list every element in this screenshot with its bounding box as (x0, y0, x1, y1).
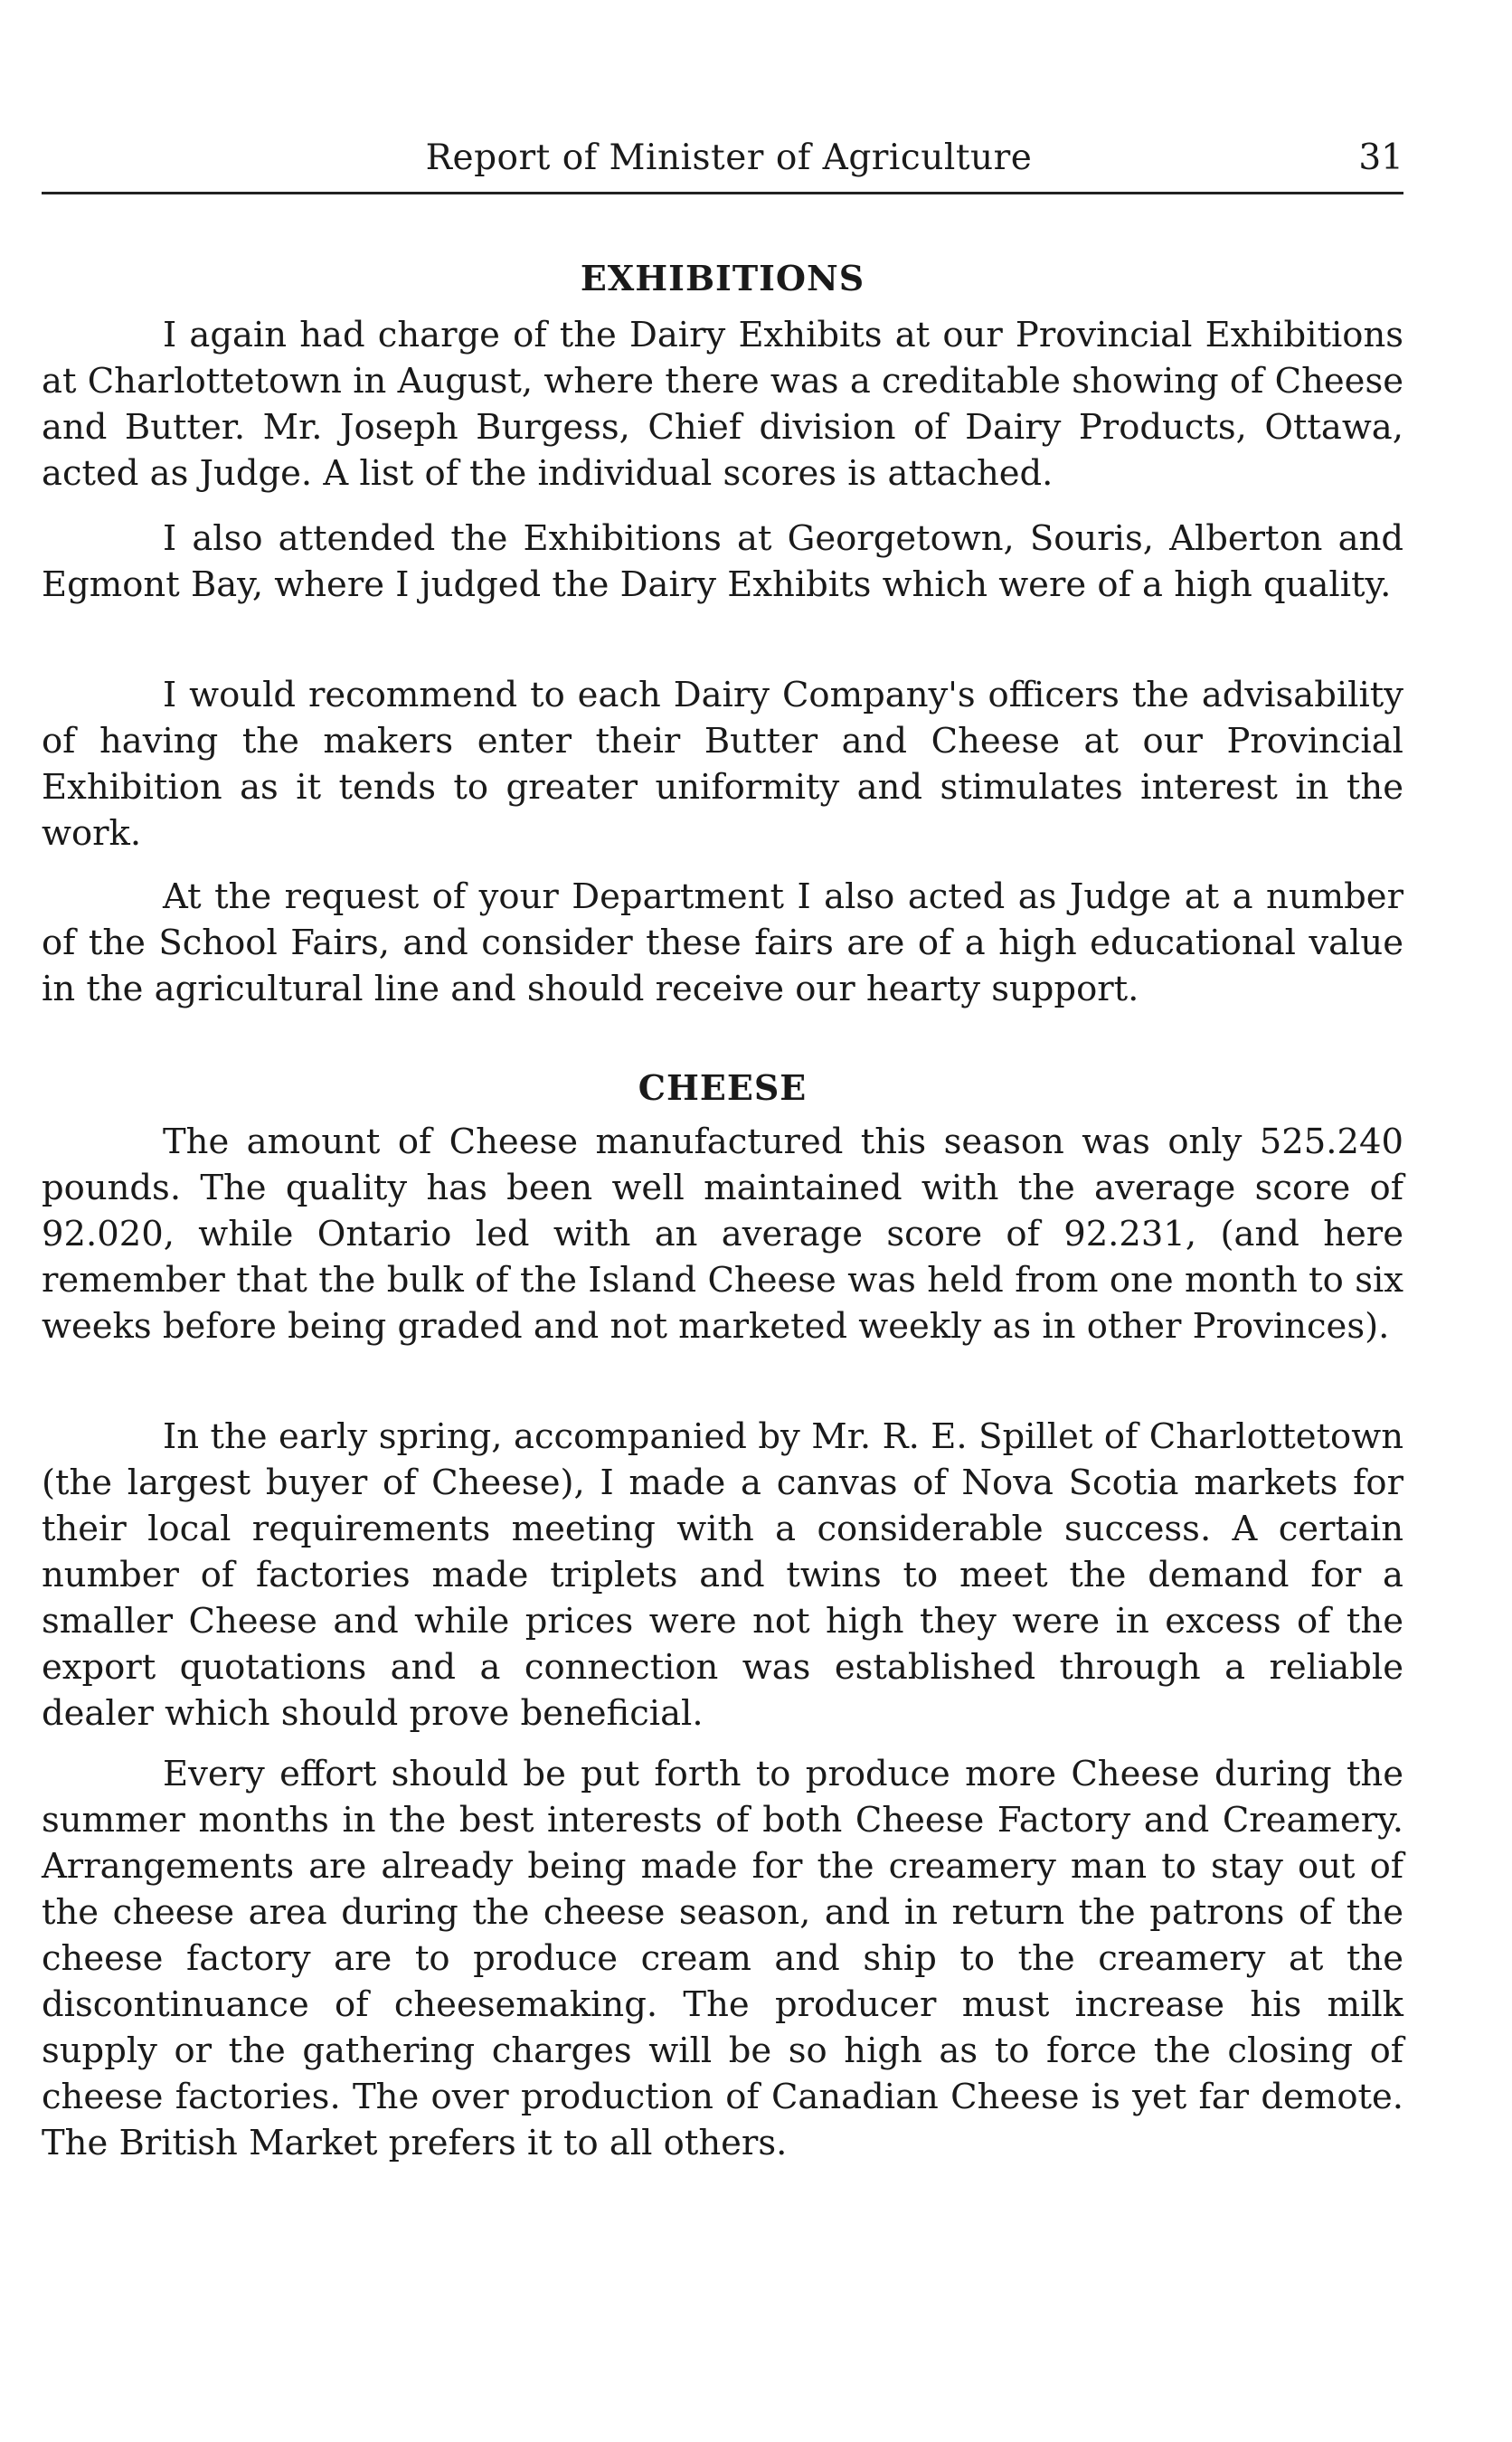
paragraph-cheese-amount: The amount of Cheese manufactured this season was only 525.240 pounds. The quality has been well maintained with the average score of 92.020, while Ontario led with an average score of 92.231, (and here remember that the bulk of the Island Cheese was held from one month to six weeks before being graded and not marketed weekly as in other Provinces). (42, 1122, 1403, 1347)
section-heading-exhibitions: EXHIBITIONS (580, 258, 865, 298)
paragraph-cheese-production-effort: Every effort should be put forth to produce more Cheese during the summer months in the best interests of both Cheese Factory and Creamery. Arrangements are already being made for the creamery man to stay out of the cheese area during the cheese season, and in return the patrons of the cheese factory are to produce cream and ship to the creamery at the discontinuance of cheesemaking. The producer must increase his milk supply or the gathering charges will be so high as to force the closing of cheese factories. The over production of Canadian Cheese is yet far demote. The British Market prefers it to all others. (42, 1754, 1403, 2163)
paragraph-cheese-spring-canvas: In the early spring, accompanied by Mr. R. E. Spillet of Charlottetown (the largest buyer of Cheese), I made a canvas of Nova Scotia markets for their local requirements meeting with a considerable success. A certain number of factories made triplets and twins to meet the demand for a smaller Cheese and while prices were not high they were in excess of the export quotations and a connection was established through a reliable dealer which should prove beneficial. (42, 1416, 1403, 1734)
running-title: Report of Minister of Agriculture (425, 137, 1033, 178)
header-rule (42, 192, 1403, 194)
section-heading-cheese: CHEESE (638, 1067, 808, 1108)
paragraph-exhibitions-recommendation: I would recommend to each Dairy Company's officers the advisability of having the makers enter their Butter and Cheese at our Provincial Exhibition as it tends to greater uniformity and stimulates interest in the work. (42, 675, 1403, 854)
paragraph-exhibitions-school-fairs: At the request of your Department I also acted as Judge at a number of the School Fairs, and consider these fairs are of a high educational value in the agricultural line and should receive our hearty support. (42, 876, 1403, 1009)
paragraph-exhibitions-other-towns: I also attended the Exhibitions at Georgetown, Souris, Alberton and Egmont Bay, where I judged the Dairy Exhibits which were of a high quality. (42, 518, 1403, 605)
page-number: 31 (1358, 137, 1403, 178)
paragraph-exhibitions-charlottetown: I again had charge of the Dairy Exhibits at our Provincial Exhibitions at Charlottetown in August, where there was a creditable showing of Cheese and Butter. Mr. Joseph Burgess, Chief division of Dairy Products, Ottawa, acted as Judge. A list of the individual scores is attached. (42, 315, 1403, 494)
running-header (42, 137, 1403, 194)
